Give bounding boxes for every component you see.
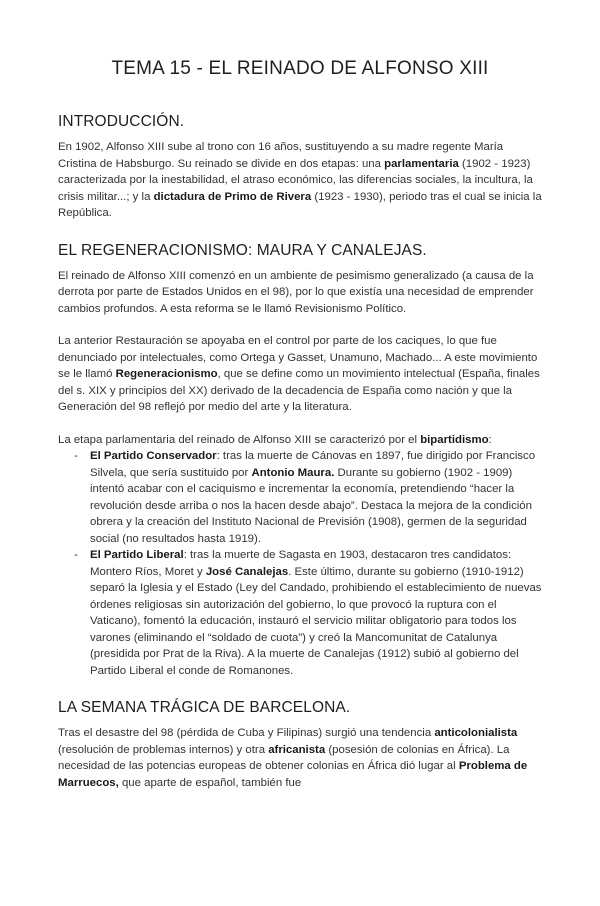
regen-paragraph-3: La etapa parlamentaria del reinado de Alfonso XIII se caracterizó por el bipartidismo: [58, 433, 492, 446]
semana-paragraph: Tras el desastre del 98 (pérdida de Cuba y Filipinas) surgió una tendencia anticolonialista (resolución de problemas internos) y otra africanista (posesión de colonias en África). La necesidad de las potencias europeas de obtener colonias en África dió lugar al Problema de Marruecos, que aparte de español, también fue [58, 727, 528, 789]
section-regeneracionismo [58, 242, 542, 680]
document-title: TEMA 15 - EL REINADO DE ALFONSO XIII [111, 58, 489, 79]
list-item-liberal: - El Partido Liberal: tras la muerte de Sagasta en 1903, destacaron tres candidatos: Montero Ríos, Moret y José Canalejas. Este último, durante su gobierno (1910-1912) separó la Iglesia y el Estado (Ley del Candado, prohibiendo el establecimiento de nuevas órdenes religiosas sin autorización del gobierno, lo que provocó la ruptura con el Vaticano), fomentó la educación, instauró el servicio militar obligatorio para todos los varones (eliminando el “soldado de cuota”) y creó la Mancomunitat de Catalunya (presidida por Prat de la Riva). A la muerte de Canalejas (1912) subió al gobierno del Partido Liberal el conde de Romanones. [90, 547, 542, 679]
intro-paragraph: En 1902, Alfonso XIII sube al trono con 16 años, sustituyendo a su madre regente María Cristina de Habsburgo. Su reinado se divide en dos etapas: una parlamentaria (1902 - 1923) caracterizada por la inestabilidad, el atraso económico, las diferencias sociales, la incultura, la crisis militar...; y la dictadura de Primo de Rivera (1923 - 1930), periodo tras el cual se inicia la República. [58, 141, 542, 219]
section-heading: EL REGENERACIONISMO: MAURA Y CANALEJAS. [58, 241, 427, 259]
regen-paragraph-1: El reinado de Alfonso XIII comenzó en un ambiente de pesimismo generalizado (a causa de la derrota por parte de Estados Unidos en el 98), por lo que existía una necesidad de emprender cambios profundos. A esta reforma se le llamó Revisionismo Político. [58, 269, 534, 315]
regen-paragraph-2: La anterior Restauración se apoyaba en el control por parte de los caciques, lo que fue denunciado por intelectuales, como Ortega y Gasset, Unamuno, Machado... A este movimiento se le llamó Regeneracionismo, que se define como un movimiento intelectual (España, finales del s. XIX y principios del XX) derivado de la decadencia de España como nación y que la Generación del 98 reflejó por medio del arte y la literatura. [58, 335, 540, 413]
section-introduccion [58, 113, 542, 222]
section-heading: INTRODUCCIÓN. [58, 113, 185, 130]
section-heading: LA SEMANA TRÁGICA DE BARCELONA. [58, 699, 351, 716]
list-item-conservador: - El Partido Conservador: tras la muerte de Cánovas en 1897, fue dirigido por Francisco Silvela, que sería sustituido por Antonio Maura. Durante su gobierno (1902 - 1909) intentó acabar con el caciquismo e incrementar la economía, pretendiendo “hacer la revolución desde arriba o nos la hacen desde abajo”. Destaca la mejora de la condición obrera y la creación del Instituto Nacional de Previsión (1908), germen de la seguridad social (no resultados hasta 1919). [90, 448, 542, 547]
section-semana-tragica [58, 699, 542, 791]
document-page [0, 58, 600, 906]
party-list [58, 448, 542, 679]
